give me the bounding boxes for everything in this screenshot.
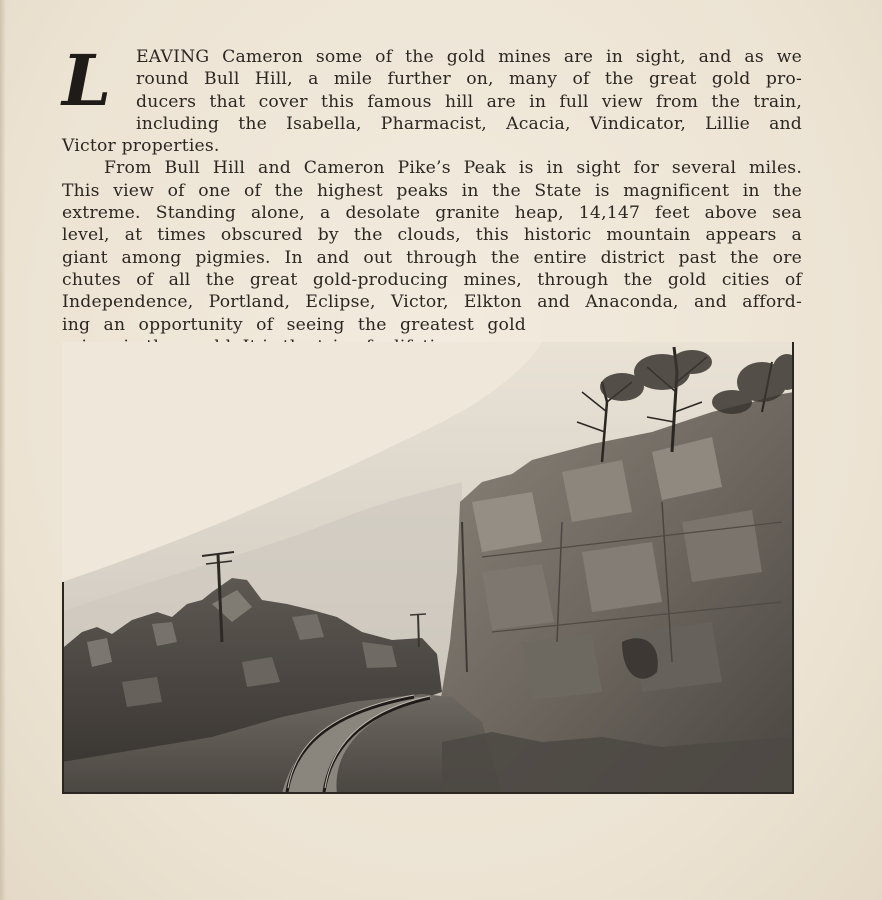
paragraph-2-line-7: Independence, Portland, Eclipse, Victor, Elkton and Anaconda, and afford- [62,292,802,313]
paragraph-2-line-2: This view of one of the highest peaks in the State is magnificent in the [62,180,802,201]
paragraph-1-line-4: including the Isabella, Pharmacist, Acacia, Vindicator, Lillie and [136,113,802,134]
paragraph-1-line-5: Victor properties. [62,136,220,157]
railroad-photo-image [62,342,794,794]
page-edge-shadow [0,0,6,900]
paragraph-2-line-8: ing an opportunity of seeing the greatest gold [62,314,526,335]
paragraph-1-line-2: round Bull Hill, a mile further on, many of the great gold pro- [136,69,802,90]
railroad-photograph [62,342,794,794]
paragraph-1-line-3: ducers that cover this famous hill are in full view from the train, [136,91,802,112]
paragraph-2-line-3: extreme. Standing alone, a desolate granite heap, 14,147 feet above sea [62,203,802,224]
paragraph-2-line-5: giant among pigmies. In and out through the entire district past the ore [62,247,802,268]
body-text [62,39,802,358]
paragraph-2-line-1: From Bull Hill and Cameron Pike’s Peak is in sight for several miles. [104,158,802,179]
drop-cap-letter: L [62,39,112,122]
paragraph-2-line-6: chutes of all the great gold-producing mines, through the gold cities of [62,269,802,290]
paragraph-1-line-1: EAVING Cameron some of the gold mines are in sight, and as we [136,47,802,67]
paragraph-2-line-4: level, at times obscured by the clouds, this historic mountain appears a [62,225,802,246]
